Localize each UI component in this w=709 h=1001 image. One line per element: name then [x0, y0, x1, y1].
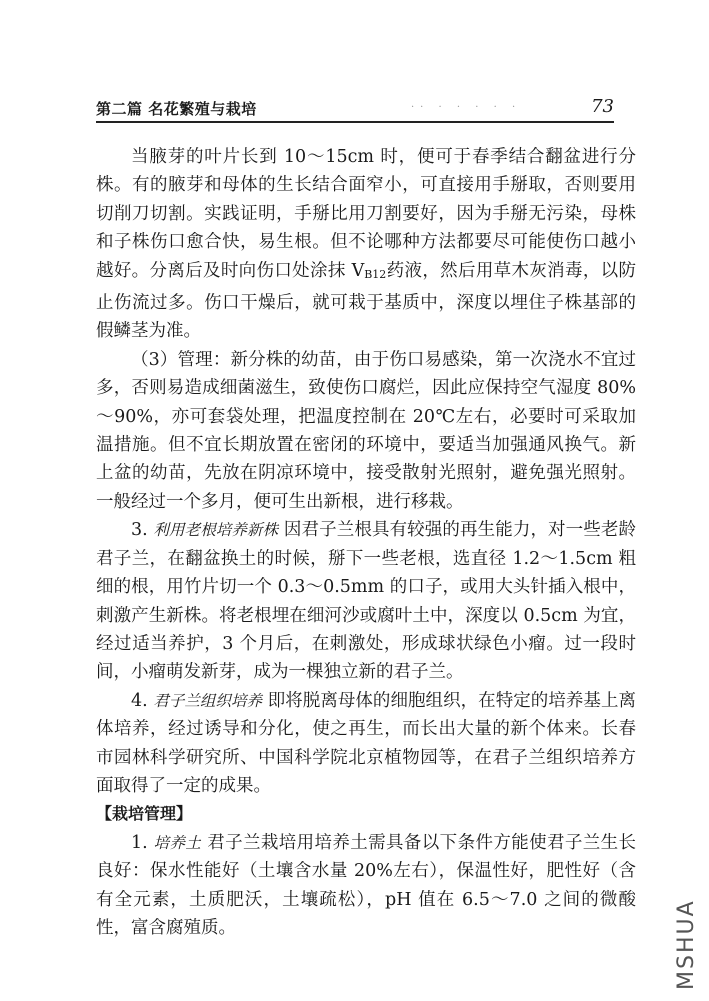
paragraph-3-number: 3. — [131, 520, 154, 541]
paragraph-1-tail: 药液，然后用草木灰消毒，以防止伤流过多。伤口干燥后，就可栽于基质中，深度以埋住子株基部的假鳞茎为准。 — [96, 260, 636, 342]
chapter-title: 第二篇 名花繁殖与栽培 — [96, 100, 257, 118]
paragraph-4 — [96, 687, 636, 801]
page-number: 73 — [591, 96, 614, 117]
paragraph-3-text: 因君子兰根具有较强的再生能力，对一些老龄君子兰，在翻盆换土的时候，掰下一些老根，选直径 1.2～1.5cm 粗细的根，用竹片切一个 0.3～0.5mm 的口子，或用大头针插入根中，刺激产生新株。将老根埋在细河沙或腐叶土中，深度以 0.5cm 为宜，经过适当养护，3 个月后，在刺激处，形成球状绿色小瘤。过一段时间，小瘤萌发新芽，成为一棵独立新的君子兰。 — [96, 520, 636, 683]
paragraph-1 — [96, 143, 636, 346]
paragraph-4-text: 即将脱离母体的细胞组织，在特定的培养基上离体培养，经过诱导和分化，使之再生，而长出大量的新个体来。长春市园林科学研究所、中国科学院北京植物园等，在君子兰组织培养方面取得了一定的成果。 — [96, 690, 636, 796]
paragraph-2-text: （3）管理：新分株的幼苗，由于伤口易感染，第一次浇水不宜过多，否则易造成细菌滋生，致使伤口腐烂，因此应保持空气湿度 80%～90%，亦可套袋处理，把温度控制在 20℃左右，必要时可采取加温措施。但不宜长期放置在密闭的环境中，要适当加强通风换气。新上盆的幼苗，先放在阴凉环境中，接受散射光照射，避免强光照射。一般经过一个多月，便可生出新根，进行移栽。 — [96, 349, 636, 512]
page-header — [96, 96, 614, 122]
paragraph-5-number: 1. — [131, 832, 154, 853]
paragraph-5-keyword: 培养土 — [153, 833, 202, 852]
vitamin-subscript: B12 — [364, 267, 387, 281]
paragraph-5 — [96, 829, 636, 943]
paragraph-3 — [96, 516, 636, 686]
watermark: MSHUA — [674, 899, 699, 990]
header-dots: ·· · · · · · — [411, 102, 522, 113]
paragraph-4-number: 4. — [131, 690, 154, 711]
paragraph-5-text: 君子兰栽培用培养土需具备以下条件方能使君子兰生长良好：保水性能好（土壤含水量 20%左右），保温性好，肥性好（含有全元素，土质肥沃，土壤疏松），pH 值在 6.5～7.0 之间的微酸性，富含腐殖质。 — [96, 832, 636, 938]
paragraph-3-keyword: 利用老根培养新株 — [153, 521, 279, 540]
body-text — [96, 143, 636, 942]
paragraph-4-keyword: 君子兰组织培养 — [153, 691, 263, 710]
paragraph-2 — [96, 346, 636, 516]
header-rule — [96, 121, 614, 123]
paragraph-1-text: 当腋芽的叶片长到 10～15cm 时，便可于春季结合翻盆进行分株。有的腋芽和母体的生长结合面窄小，可直接用手掰取，否则要用切削刀切割。实践证明，手掰比用刀割要好，因为手掰无污染，母株和子株伤口愈合快，易生根。但不论哪种方法都要尽可能使伤口越小越好。分离后及时向伤口处涂抹 V — [96, 147, 636, 281]
section-heading: 【栽培管理】 — [96, 804, 193, 824]
